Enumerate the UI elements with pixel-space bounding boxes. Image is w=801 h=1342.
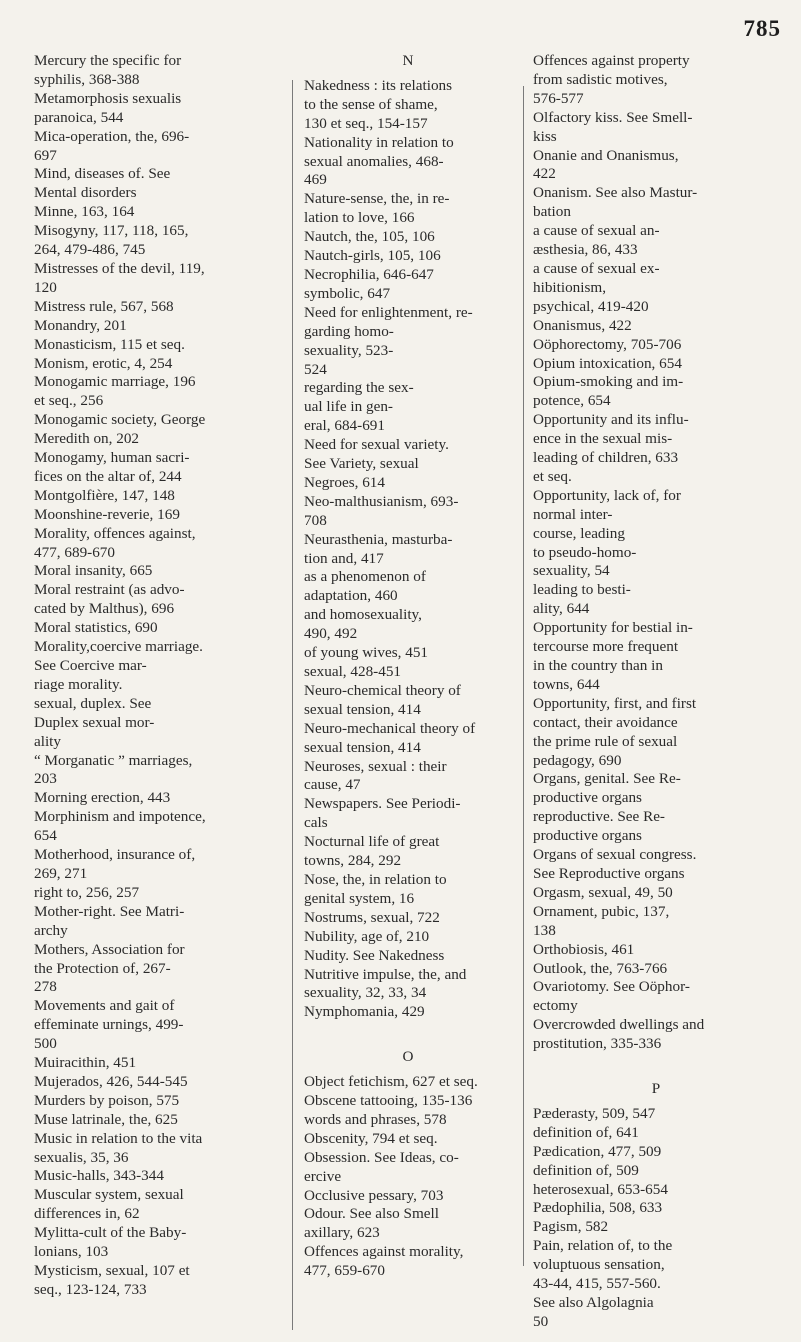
index-entry: Olfactory kiss. See Smell- kiss [533, 108, 693, 145]
index-entry: Pagism, 582 [533, 1218, 609, 1236]
index-entry: Mylitta-cult of the Baby- lonians, 103 [34, 1224, 187, 1261]
index-entry: Need for enlightenment, re- garding homo- sexuality, 523- 524 regarding the sex- ual life in gen- eral, 684-691 [304, 303, 473, 435]
index-entry: Neuro-chemical theory of sexual tension, 414 [304, 681, 461, 718]
index-entry: Nautch-girls, 105, 106 [304, 247, 441, 265]
index-entry: Onanie and Onanismus, 422 [533, 146, 679, 183]
index-entry: Muscular system, sexual differences in, 62 [34, 1186, 184, 1223]
index-entry: Necrophilia, 646-647 symbolic, 647 [304, 265, 434, 302]
index-entry: Offences against property from sadistic motives, 576-577 [533, 52, 690, 107]
index-entry: Mysticism, sexual, 107 et seq., 123-124, 733 [34, 1262, 190, 1298]
index-entry: Pain, relation of, to the voluptuous sensation, 43-44, 415, 557-560. See also Algolagnia [533, 1237, 673, 1311]
index-entry: Opium intoxication, 654 [533, 354, 682, 372]
index-entry: Mistress rule, 567, 568 [34, 297, 174, 315]
index-entry: Neuro-mechanical theory of sexual tension, 414 [304, 719, 476, 756]
index-entry: Moral restraint (as advo- cated by Malthus), 696 [34, 581, 185, 618]
index-entry: Montgolfière, 147, 148 [34, 486, 175, 504]
index-entry: Odour. See also Smell axillary, 623 [304, 1205, 439, 1242]
index-entry: Overcrowded dwellings and prostitution, 335-336 [533, 1016, 705, 1053]
index-entry: Mercury the specific for syphilis, 368-388 [34, 52, 182, 88]
index-entry: Music-halls, 343-344 [34, 1167, 164, 1185]
index-entry: Nudity. See Nakedness [304, 946, 445, 964]
index-entry: Onanism. See also Mastur- bation a cause of sexual an- æsthesia, 86, 433 a cause of sexual ex- hibitionism, psychical, 419-420 [533, 184, 698, 315]
index-entry: Ovariotomy. See Oöphor- ectomy [533, 978, 690, 1015]
index-entry: Orthobiosis, 461 [533, 940, 635, 958]
section-letter: N [402, 52, 414, 69]
index-entry: Opium-smoking and im- potence, 654 [533, 373, 684, 410]
page-number: 785 [743, 16, 781, 41]
index-entry: Outlook, the, 763-766 [533, 959, 668, 977]
index-entry: Monandry, 201 [34, 316, 127, 334]
index-entry: Opportunity, lack of, for normal inter- course, leading to pseudo-homo- sexuality, 54 leading to besti- ality, 644 [533, 486, 681, 618]
index-entry: Object fetichism, 627 et seq. [304, 1073, 478, 1091]
index-entry: Mother-right. See Matri- archy [34, 902, 185, 939]
column-divider [523, 86, 524, 1266]
index-entry: Organs of sexual congress. See Reproductive organs [533, 846, 697, 882]
index-entry: Monogamy, human sacri- fices on the altar of, 244 [34, 449, 190, 485]
index-entry: “ Morganatic ” marriages, 203 [34, 751, 193, 788]
index-entry: Motherhood, insurance of, 269, 271 right to, 256, 257 [34, 846, 196, 901]
index-entry: Nose, the, in relation to genital system, 16 [304, 870, 447, 907]
section-letter: O [402, 1048, 414, 1066]
index-entry: Moonshine-reverie, 169 [34, 505, 180, 523]
index-entry: Nocturnal life of great towns, 284, 292 [304, 833, 440, 870]
index-entry: Mothers, Association for the Protection of, 267- 278 [34, 940, 185, 996]
index-entry: Obscenity, 794 et seq. [304, 1129, 438, 1147]
index-entry: Nationality in relation to sexual anomalies, 468- 469 [304, 133, 454, 189]
index-entry: Muse latrinale, the, 625 [34, 1110, 178, 1128]
index-entry: Neurasthenia, masturba- tion and, 417 as a phenomenon of adaptation, 460 and homosexuality, 490, 492 of young wives, 451 sexual, 428-451 [304, 530, 453, 680]
index-entry: Neo-malthusianism, 693- 708 [304, 492, 459, 529]
index-entry: Mistresses of the devil, 119, 120 [34, 259, 205, 296]
index-entry: Nautch, the, 105, 106 [304, 228, 435, 246]
index-entry: Obscene tattooing, 135-136 words and phrases, 578 [304, 1092, 473, 1128]
index-entry: Ornament, pubic, 137, 138 [533, 902, 670, 939]
index-entry: 50 [533, 1312, 549, 1330]
index-entry: Nubility, age of, 210 [304, 927, 430, 945]
index-entry: Pæderasty, 509, 547 definition of, 641 [533, 1104, 656, 1141]
index-entry: Morphinism and impotence, 654 [34, 808, 206, 845]
index-entry: Offences against morality, 477, 659-670 [304, 1243, 464, 1280]
index-entry: Mujerados, 426, 544-545 [34, 1072, 188, 1090]
index-entry: Nutritive impulse, the, and sexuality, 32, 33, 34 [304, 965, 467, 1002]
index-entry: Nakedness : its relations to the sense of shame, 130 et seq., 154-157 [304, 76, 453, 132]
index-entry: Pædication, 477, 509 definition of, 509 heterosexual, 653-654 [533, 1142, 668, 1198]
index-entry: Negroes, 614 [304, 473, 385, 491]
index-entry: Movements and gait of effeminate urnings, 499- 500 [34, 997, 184, 1053]
index-entry: Nostrums, sexual, 722 [304, 908, 440, 926]
index-entry: Minne, 163, 164 [34, 203, 135, 221]
index-entry: Pædophilia, 508, 633 [533, 1199, 663, 1217]
index-entry: Onanismus, 422 [533, 316, 632, 334]
index-entry: Newspapers. See Periodi- cals [304, 795, 461, 832]
index-entry: Opportunity and its influ- ence in the sexual mis- leading of children, 633 et seq. [533, 411, 689, 485]
index-entry: Morality, offences against, 477, 689-670 [34, 524, 196, 561]
index-entry: Monism, erotic, 4, 254 [34, 354, 173, 372]
index-entry: Morning erection, 443 [34, 789, 171, 807]
index-entry: Music in relation to the vita sexualis, 35, 36 [34, 1129, 203, 1166]
index-entry: Monasticism, 115 et seq. [34, 335, 185, 353]
section-letter: P [651, 1080, 661, 1098]
index-entry: Moral insanity, 665 [34, 562, 153, 580]
index-column-3 [533, 52, 779, 1332]
index-entry: Need for sexual variety. See Variety, sexual [304, 436, 449, 473]
index-entry: Muiracithin, 451 [34, 1054, 137, 1072]
index-entry: Obsession. See Ideas, co- ercive [304, 1148, 459, 1185]
index-entry: Mica-operation, the, 696- 697 [34, 127, 190, 164]
index-entry: Neuroses, sexual : their cause, 47 [304, 757, 447, 794]
index-entry: Morality,coercive marriage. See Coercive mar- riage morality. sexual, duplex. See Duplex sexual mor- ality [34, 638, 203, 750]
index-entry: Misogyny, 117, 118, 165, 264, 479-486, 745 [34, 222, 189, 259]
column-divider [292, 80, 293, 1330]
index-column-1 [34, 52, 286, 1300]
index-entry: Organs, genital. See Re- productive organs reproductive. See Re- productive organs [533, 770, 681, 845]
index-entry: Monogamic society, George Meredith on, 202 [34, 411, 206, 448]
index-entry: Opportunity for bestial in- tercourse more frequent in the country than in towns, 644 [533, 619, 693, 693]
index-entry: Metamorphosis sexualis paranoica, 544 [34, 89, 182, 126]
index-entry: Nymphomania, 429 [304, 1003, 425, 1021]
index-entry: Murders by poison, 575 [34, 1091, 180, 1109]
index-entry: Monogamic marriage, 196 et seq., 256 [34, 373, 196, 410]
index-entry: Orgasm, sexual, 49, 50 [533, 883, 673, 901]
index-entry: Mind, diseases of. See Mental disorders [34, 165, 171, 202]
index-column-2 [304, 52, 512, 1281]
index-entry: Moral statistics, 690 [34, 619, 158, 637]
index-entry: Occlusive pessary, 703 [304, 1186, 444, 1204]
index-entry: Nature-sense, the, in re- lation to love, 166 [304, 190, 450, 227]
index-entry: Opportunity, first, and first contact, their avoidance the prime rule of sexual pedagogy, 690 [533, 694, 697, 769]
index-entry: Oöphorectomy, 705-706 [533, 335, 682, 353]
